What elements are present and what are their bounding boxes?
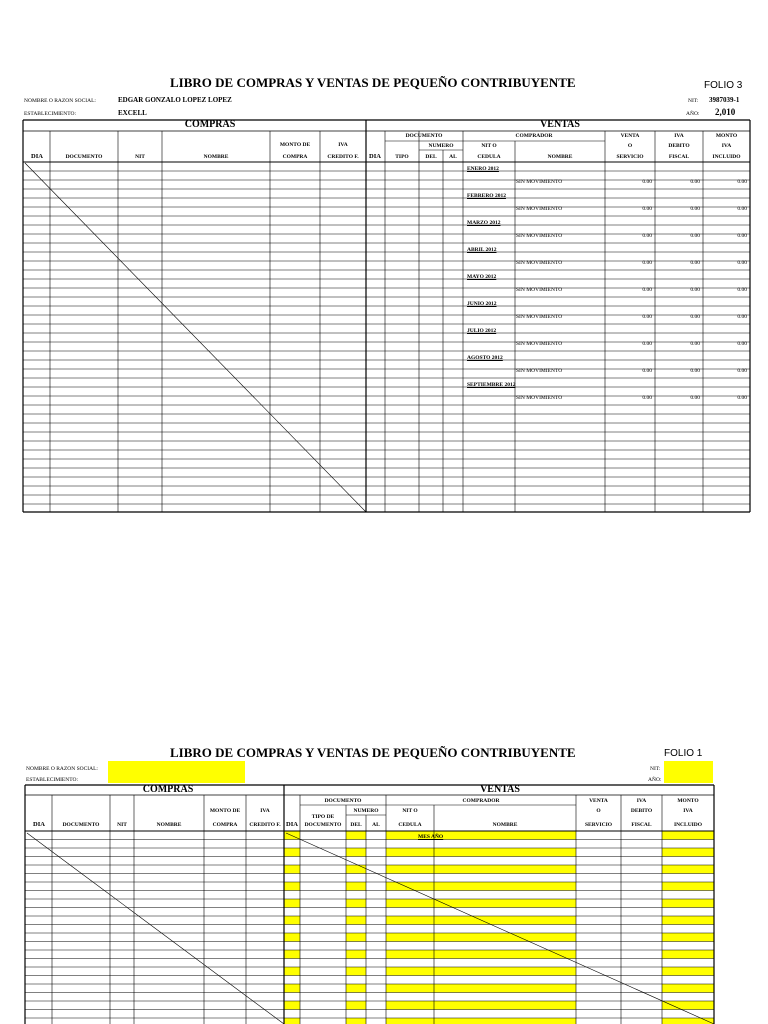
highlight-del-cell[interactable] [346,933,366,942]
nombre-label: NOMBRE O RAZON SOCIAL: [24,98,96,104]
highlight-del-cell[interactable] [346,950,366,959]
col-v-monto: MONTO [715,133,738,139]
col-v-iva: IVA [674,133,684,139]
col-v-del: DEL [425,154,437,160]
col-documento: DOCUMENTO [62,822,100,828]
amount-venta: 0.00 [642,233,652,239]
amount-monto: 0.00 [737,368,747,374]
col-v-al: AL [449,154,457,160]
highlight-comprador-cell[interactable] [386,882,576,891]
col-documento: DOCUMENTO [65,154,103,160]
highlight-dia-cell[interactable] [284,865,300,874]
col-v-del: DEL [350,822,362,828]
anio-label: AÑO: [648,777,662,783]
highlight-del-cell[interactable] [346,899,366,908]
compras-title: COMPRAS [142,784,194,795]
col-credito: CREDITO F. [249,822,281,828]
col-v-nombre: NOMBRE [547,154,573,160]
amount-iva: 0.00 [690,179,700,185]
ventas-title: VENTAS [480,784,520,795]
amount-venta: 0.00 [642,341,652,347]
amount-monto: 0.00 [737,260,747,266]
folio-number: FOLIO 1 [664,748,703,759]
nombre-value: EDGAR GONZALO LOPEZ LOPEZ [118,96,232,104]
col-v-documento: DOCUMENTO [405,133,443,139]
col-v-fiscal: FISCAL [631,822,652,828]
anio-label: AÑO: [686,111,700,117]
mes-anio-label: MES AÑO [418,834,444,840]
page-title: LIBRO DE COMPRAS Y VENTAS DE PEQUEÑO CONTRIBUYENTE [170,75,576,90]
col-v-dia: DIA [286,821,298,828]
col-v-numero: NUMERO [353,808,379,814]
amount-venta: 0.00 [642,260,652,266]
highlight-comprador-cell[interactable] [386,933,576,942]
highlight-comprador-cell[interactable] [386,984,576,993]
cancel-diagonal [286,833,714,1024]
highlight-monto-cell[interactable] [662,831,714,840]
amount-iva: 0.00 [690,341,700,347]
cancel-diagonal [27,833,284,1024]
col-v-numero: NUMERO [428,143,454,149]
col-v-incluido: INCLUIDO [673,822,703,828]
month-label: SEPTIEMBRE 2012 [467,382,516,388]
col-nit: NIT [117,822,127,828]
col-monto-de: MONTO DE [279,142,311,148]
establecimiento-value: EXCELL [118,109,147,117]
highlight-del-cell[interactable] [346,984,366,993]
amount-iva: 0.00 [690,287,700,293]
amount-venta: 0.00 [642,287,652,293]
highlight-dia-cell[interactable] [284,1001,300,1010]
col-v-o: O [596,808,601,814]
month-label: AGOSTO 2012 [467,355,503,361]
nit-value: 3987039-1 [709,96,740,104]
highlight-comprador-cell[interactable] [386,967,576,976]
col-v-tipo-documento: DOCUMENTO [304,822,342,828]
highlight-dia-cell[interactable] [284,984,300,993]
month-label: ENERO 2012 [467,166,499,172]
col-v-venta: VENTA [620,133,640,139]
col-v-tipo-de: TIPO DE [311,814,335,820]
highlight-comprador-cell[interactable] [386,831,576,840]
highlight-del-cell[interactable] [346,848,366,857]
col-v-incluido: INCLUIDO [712,154,741,160]
col-v-al: AL [372,822,380,828]
sin-movimiento-note: SIN MOVIMIENTO [516,395,563,401]
amount-monto: 0.00 [737,314,747,320]
col-dia: DIA [33,821,45,828]
highlight-del-cell[interactable] [346,882,366,891]
col-iva: IVA [260,808,270,814]
amount-monto: 0.00 [737,206,747,212]
highlight-del-cell[interactable] [346,1018,366,1024]
col-v-fiscal: FISCAL [668,154,690,160]
highlight-del-cell[interactable] [346,967,366,976]
highlight-del-cell[interactable] [346,1001,366,1010]
amount-monto: 0.00 [737,287,747,293]
compras-title: COMPRAS [184,119,236,130]
col-v-comprador: COMPRADOR [462,798,500,804]
sin-movimiento-note: SIN MOVIMIENTO [516,233,563,239]
page-title: LIBRO DE COMPRAS Y VENTAS DE PEQUEÑO CONTRIBUYENTE [170,745,576,760]
highlight-dia-cell[interactable] [284,967,300,976]
amount-monto: 0.00 [737,341,747,347]
col-v-debito: DEBITO [668,143,690,149]
amount-iva: 0.00 [690,233,700,239]
nombre-label: NOMBRE O RAZON SOCIAL: [26,766,98,772]
establecimiento-label: ESTABLECIMIENTO: [26,777,79,783]
col-credito: CREDITO F. [327,154,359,160]
ledger-table [0,668,768,1024]
highlight-monto-cell[interactable] [662,1001,714,1010]
month-label: JULIO 2012 [467,328,497,334]
highlight-monto-cell[interactable] [662,933,714,942]
highlight-comprador-cell[interactable] [386,1018,576,1024]
highlight-dia-cell[interactable] [284,933,300,942]
col-v-cedula: CEDULA [398,822,422,828]
amount-monto: 0.00 [737,179,747,185]
sin-movimiento-note: SIN MOVIMIENTO [516,260,563,266]
highlight-dia-cell[interactable] [284,916,300,925]
highlight-monto-cell[interactable] [662,967,714,976]
col-dia: DIA [31,153,43,160]
col-v-iva2: IVA [683,808,693,814]
col-v-nit-o: NIT O [402,808,418,814]
amount-venta: 0.00 [642,179,652,185]
amount-iva: 0.00 [690,206,700,212]
highlight-del-cell[interactable] [346,865,366,874]
col-v-documento: DOCUMENTO [324,798,362,804]
amount-venta: 0.00 [642,206,652,212]
highlight-dia-cell[interactable] [284,848,300,857]
amount-iva: 0.00 [690,260,700,266]
highlight-del-cell[interactable] [346,831,366,840]
sin-movimiento-note: SIN MOVIMIENTO [516,179,563,185]
col-v-servicio: SERVICIO [616,154,644,160]
col-iva: IVA [338,142,348,148]
col-v-cedula: CEDULA [477,154,501,160]
ventas-title: VENTAS [540,119,580,130]
highlight-monto-cell[interactable] [662,882,714,891]
col-compra: COMPRA [282,154,308,160]
highlight-monto-cell[interactable] [662,899,714,908]
highlight-comprador-cell[interactable] [386,950,576,959]
sin-movimiento-note: SIN MOVIMIENTO [516,314,563,320]
col-v-o: O [627,143,633,149]
highlight-comprador-cell[interactable] [386,1001,576,1010]
highlight-monto-cell[interactable] [662,1018,714,1024]
amount-monto: 0.00 [737,395,747,401]
amount-iva: 0.00 [690,395,700,401]
month-label: MARZO 2012 [467,220,501,226]
month-label: JUNIO 2012 [467,301,497,307]
col-v-venta: VENTA [589,798,608,804]
col-compra: COMPRA [212,822,238,828]
highlight-dia-cell[interactable] [284,899,300,908]
col-monto-de: MONTO DE [209,808,241,814]
amount-iva: 0.00 [690,314,700,320]
nit-label: NIT: [650,766,661,772]
highlight-monto-cell[interactable] [662,865,714,874]
col-v-debito: DEBITO [630,808,653,814]
sin-movimiento-note: SIN MOVIMIENTO [516,368,563,374]
sin-movimiento-note: SIN MOVIMIENTO [516,287,563,293]
highlight-monto-cell[interactable] [662,916,714,925]
highlight-monto-cell[interactable] [662,984,714,993]
cancel-diagonal [25,163,366,512]
col-v-servicio: SERVICIO [584,822,612,828]
col-v-iva: IVA [636,798,647,804]
sin-movimiento-note: SIN MOVIMIENTO [516,206,563,212]
anio-value: 2,010 [715,107,736,117]
folio-number: FOLIO 3 [704,80,743,91]
col-v-nombre: NOMBRE [492,822,518,828]
highlight-comprador-cell[interactable] [386,848,576,857]
amount-monto: 0.00 [737,233,747,239]
col-v-dia: DIA [369,153,381,160]
amount-iva: 0.00 [690,368,700,374]
col-v-monto: MONTO [677,798,699,804]
highlight-comprador-cell[interactable] [386,899,576,908]
ledger-grid [0,668,768,1024]
month-label: ABRIL 2012 [467,247,497,253]
col-v-tipo: TIPO [395,154,409,160]
col-nit: NIT [135,154,145,160]
month-label: FEBRERO 2012 [467,193,506,199]
highlight-dia-cell[interactable] [284,882,300,891]
highlight-monto-cell[interactable] [662,950,714,959]
establecimiento-label: ESTABLECIMIENTO: [24,111,77,117]
nit-label: NIT: [688,98,699,104]
col-nombre: NOMBRE [203,154,229,160]
highlight-dia-cell[interactable] [284,1018,300,1024]
month-label: MAYO 2012 [467,274,497,280]
col-v-comprador: COMPRADOR [515,133,553,139]
col-nombre: NOMBRE [156,822,182,828]
amount-venta: 0.00 [642,314,652,320]
amount-venta: 0.00 [642,395,652,401]
amount-venta: 0.00 [642,368,652,374]
highlight-monto-cell[interactable] [662,848,714,857]
highlight-del-cell[interactable] [346,916,366,925]
col-v-nit-o: NIT O [481,143,497,149]
highlight-comprador-cell[interactable] [386,865,576,874]
col-v-iva2: IVA [721,143,732,149]
sin-movimiento-note: SIN MOVIMIENTO [516,341,563,347]
highlight-dia-cell[interactable] [284,950,300,959]
